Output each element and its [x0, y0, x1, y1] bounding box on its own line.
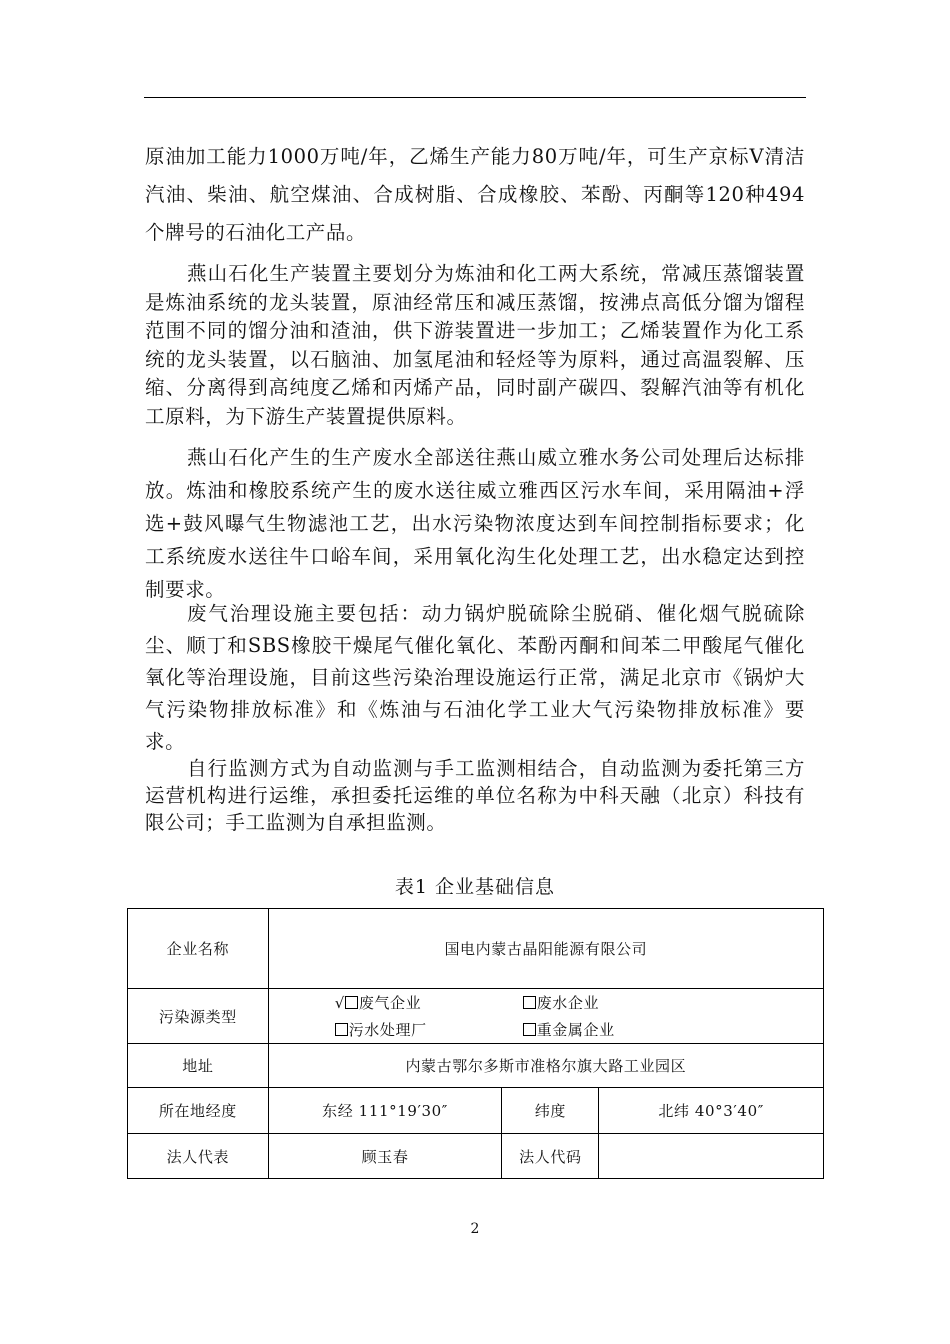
option-waste-gas: √ 废气企业 [334, 994, 422, 1012]
checkbox-icon [335, 1023, 348, 1036]
pollution-type-label: 污染源类型 [128, 989, 269, 1044]
table-row [128, 1044, 824, 1088]
pollution-type-options [268, 989, 823, 1044]
company-name-value: 国电内蒙古晶阳能源有限公司 [268, 909, 823, 989]
body-paragraph-2: 燕山石化生产装置主要划分为炼油和化工两大系统，常减压蒸馏装置是炼油系统的龙头装置，原油经常压和减压蒸馏，按沸点高低分馏为馏程范围不同的馏分油和渣油，供下游装置进一步加工；乙烯装置作为化工系统的龙头装置，以石脑油、加氢尾油和轻烃等为原料，通过高温裂解、压缩、分离得到高纯度乙烯和丙烯产品，同时副产碳四、裂解汽油等有机化工原料，为下游生产装置提供原料。 [145, 262, 805, 428]
latitude-label: 纬度 [502, 1088, 599, 1134]
body-paragraph-5: 自行监测方式为自动监测与手工监测相结合，自动监测为委托第三方运营机构进行运维，承担委托运维的单位名称为中科天融（北京）科技有限公司；手工监测为自承担监测。 [145, 757, 805, 834]
address-label: 地址 [128, 1044, 269, 1088]
latitude-value: 北纬 40°3′40″ [599, 1088, 824, 1134]
legal-code-value [599, 1134, 824, 1179]
table-row [128, 1134, 824, 1179]
enterprise-info-table [127, 908, 824, 1179]
table-row [128, 1088, 824, 1134]
page-number: 2 [470, 1221, 480, 1237]
address-value: 内蒙古鄂尔多斯市准格尔旗大路工业园区 [268, 1044, 823, 1088]
table-caption: 表1 企业基础信息 [394, 876, 556, 898]
tick-mark: √ [334, 994, 345, 1012]
table-row [128, 909, 824, 989]
option-waste-water: 废水企业 [523, 992, 599, 1013]
body-paragraph-1: 原油加工能力1000万吨/年，乙烯生产能力80万吨/年，可生产京标Ⅴ清洁汽油、柴油、航空煤油、合成树脂、合成橡胶、苯酚、丙酮等120种494个牌号的石油化工产品。 [145, 145, 805, 244]
legal-rep-label: 法人代表 [128, 1134, 269, 1179]
longitude-label: 所在地经度 [128, 1088, 269, 1134]
legal-rep-value: 顾玉春 [268, 1134, 502, 1179]
checkbox-icon [523, 996, 536, 1009]
legal-code-label: 法人代码 [502, 1134, 599, 1179]
table-row [128, 989, 824, 1044]
body-paragraph-4: 废气治理设施主要包括：动力锅炉脱硫除尘脱硝、催化烟气脱硫除尘、顺丁和SBS橡胶干燥尾气催化氧化、苯酚丙酮和间苯二甲酸尾气催化氧化等治理设施，目前这些污染治理设施运行正常，满足北京市《锅炉大气污染物排放标准》和《炼油与石油化学工业大气污染物排放标准》要求。 [145, 602, 805, 753]
checkbox-icon [345, 996, 358, 1009]
company-name-label: 企业名称 [128, 909, 269, 989]
longitude-value: 东经 111°19′30″ [268, 1088, 502, 1134]
checkbox-icon [523, 1023, 536, 1036]
body-paragraph-3: 燕山石化产生的生产废水全部送往燕山威立雅水务公司处理后达标排放。炼油和橡胶系统产生的废水送往威立雅西区污水车间，采用隔油+浮选+鼓风曝气生物滤池工艺，出水污染物浓度达到车间控制指标要求；化工系统废水送往牛口峪车间，采用氧化沟生化处理工艺，出水稳定达到控制要求。 [145, 446, 805, 601]
option-sewage-plant: 污水处理厂 [335, 1019, 523, 1040]
option-heavy-metal: 重金属企业 [523, 1019, 615, 1040]
header-rule [144, 97, 806, 98]
